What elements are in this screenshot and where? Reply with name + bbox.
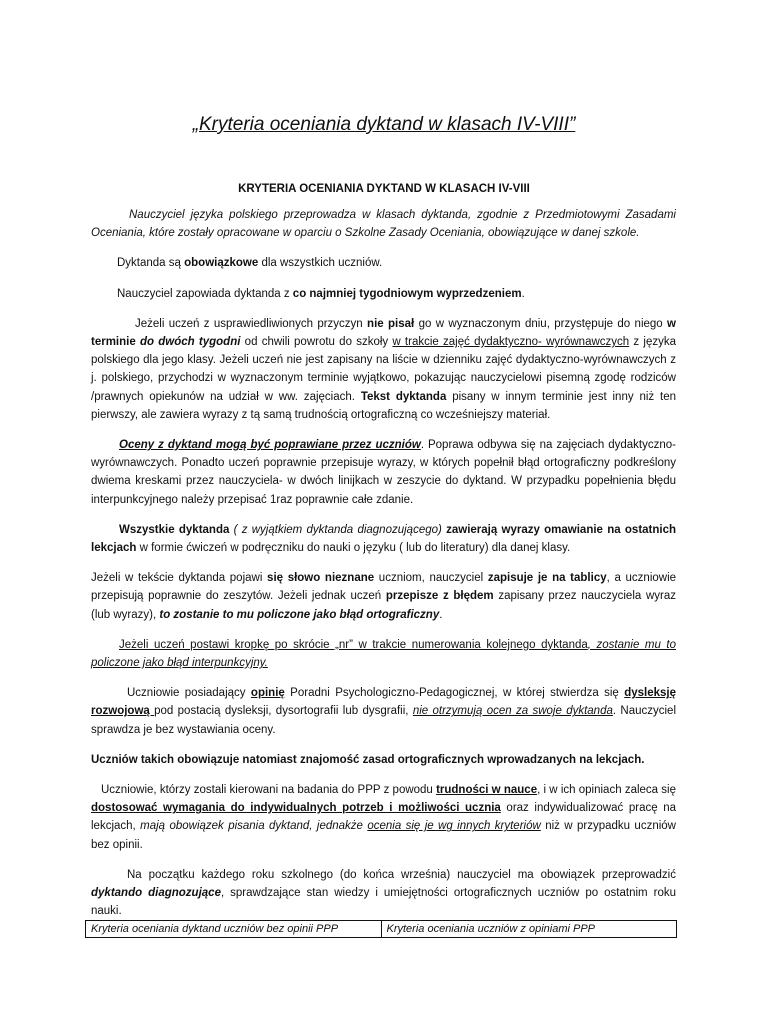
text: . bbox=[521, 287, 525, 300]
paragraph-obligatory bbox=[91, 254, 676, 272]
text: zapisany przez nauczyciela wyraz (lub wyrazy), bbox=[91, 590, 676, 621]
text-bold: obowiązkowe bbox=[184, 257, 259, 270]
text-bold: się słowo nieznane bbox=[267, 572, 375, 585]
text-bold-italic: do dwóch tygodni bbox=[135, 336, 241, 349]
text: z języka polskiego dla jego klasy. Jeżeli uczeń nie jest zapisany na liście w dzienniku zajęć dydaktyczno-wyrównawczych z j. polskiego, przychodzi w wyznaczonym terminie wyjątkowo, pokazując nauczycielowi pisemną zgodę rodziców /prawnych opiekunów na udział w ww. zajęciach. bbox=[91, 336, 676, 403]
text-bold: co najmniej tygodniowym wyprzedzeniem bbox=[292, 287, 522, 300]
text-bold: przepisze z błędem bbox=[385, 590, 494, 603]
text: uczniom, nauczyciel bbox=[374, 572, 488, 585]
document-body bbox=[91, 206, 676, 933]
document-title: „Kryteria oceniania dyktand w klasach IV-VIII” bbox=[192, 114, 576, 135]
text: . Poprawa odbywa się na zajęciach dydaktyczno-wyrównawczych. Ponadto uczeń poprawnie przepisuje wyrazy, w których popełnił błąd ortograficzny podkreślony dwiema kreskami przez nauczyciela- w dwóch linijkach w zeszycie do dyktand. W przypadku popełnienia błędu interpunkcyjnego należy przepisać 1raz poprawnie całe zdanie. bbox=[91, 439, 676, 506]
paragraph-rules-note: Uczniów takich obowiązuje natomiast znajomość zasad ortograficznych wprowadzanych na lekcjach. bbox=[91, 753, 645, 766]
paragraph-announcement bbox=[91, 285, 676, 303]
text: Nauczyciel zapowiada dyktanda z bbox=[117, 287, 293, 300]
text-underlined: w trakcie zajęć dydaktyczno- wyrównawczych bbox=[392, 336, 630, 349]
text: Jeżeli w tekście dyktanda pojawi bbox=[91, 572, 268, 585]
text-bold: zawierają wyrazy omawianie na ostatnich lekcjach bbox=[91, 523, 677, 555]
text-bold: Tekst dyktanda bbox=[360, 390, 447, 403]
text: od chwili powrotu do szkoły bbox=[240, 336, 393, 349]
paragraph-corrections bbox=[91, 436, 676, 509]
text: dla wszystkich uczniów. bbox=[258, 257, 383, 270]
text-italic-underlined: nie otrzymują ocen za swoje dyktanda bbox=[412, 705, 613, 718]
table-header-cell: Kryteria oceniania dyktand uczniów bez opinii PPP bbox=[86, 921, 382, 938]
text: , a uczniowie przepisują poprawnie do zeszytów. Jeżeli jednak uczeń bbox=[91, 572, 677, 603]
text-bold-underlined: dysleksję rozwojową bbox=[91, 687, 676, 718]
criteria-table bbox=[85, 920, 677, 938]
text-bold: zapisuje je na tablicy bbox=[487, 572, 607, 585]
text-italic-underlined: , zostanie mu to policzone jako błąd interpunkcyjny. bbox=[91, 638, 676, 670]
document-subtitle: KRYTERIA OCENIANIA DYKTAND W KLASACH IV-VIII bbox=[238, 183, 530, 195]
text: Poradni Psychologiczno-Pedagogicznej, w której stwierdza się bbox=[284, 687, 625, 700]
text-bold: Wszystkie dyktanda bbox=[119, 523, 230, 536]
text: . bbox=[439, 608, 443, 621]
text: Uczniowie posiadający bbox=[127, 687, 251, 700]
text: , i w ich opiniach zaleca się bbox=[537, 784, 676, 797]
text-bold-underlined: opinię bbox=[250, 687, 285, 700]
text: Na początku każdego roku szkolnego (do końca września) nauczyciel ma obowiązek przeprowadzić bbox=[127, 868, 676, 881]
text-bold-underlined: trudności w nauce bbox=[436, 784, 538, 797]
paragraph-punctuation bbox=[91, 636, 676, 672]
text-italic-underlined: ocenia się je wg innych kryteriów bbox=[367, 820, 541, 833]
text-italic: mają obowiązek pisania dyktand, jednakże bbox=[140, 820, 368, 833]
text-bold-italic: dyktando diagnozujące bbox=[91, 887, 221, 900]
table-header-cell: Kryteria oceniania uczniów z opiniami PPP bbox=[381, 921, 677, 938]
text-bold: w terminie bbox=[91, 317, 676, 349]
text: , sprawdzające stan wiedzy i umiejętności ortograficznych uczniów po ostatnim roku nauki. bbox=[91, 887, 676, 918]
text: Uczniowie, którzy zostali kierowani na badania do PPP z powodu bbox=[101, 784, 437, 797]
paragraph-intro: Nauczyciel języka polskiego przeprowadza w klasach dyktanda, zgodnie z Przedmiotowymi Zasadami Oceniania, które zostały opracowane w oparciu o Szkolne Zasady Oceniania, obowiązujące w danej szkole. bbox=[91, 209, 676, 240]
text: w formie ćwiczeń w podręczniku do nauki o języku ( lub do literatury) dla danej klasy. bbox=[136, 542, 571, 555]
text-bold: nie pisał bbox=[367, 317, 415, 330]
text: go w wyznaczonym dniu, przystępuje do niego bbox=[414, 317, 668, 330]
text: pod postacią dysleksji, dysortografii lub dysgrafii, bbox=[154, 705, 413, 718]
text-bold-underlined: dostosować wymagania do indywidualnych potrzeb i możliwości ucznia bbox=[91, 802, 501, 815]
paragraph-absence bbox=[91, 315, 676, 424]
paragraph-dyslexia bbox=[91, 684, 676, 739]
text: . Nauczyciel sprawdza je bez wystawiania oceny. bbox=[91, 705, 677, 736]
paragraph-unknown-word bbox=[91, 569, 676, 624]
paragraph-ppp bbox=[91, 781, 676, 854]
text: niż w przypadku uczniów bez opinii. bbox=[91, 820, 676, 851]
text: Jeżeli uczeń z usprawiedliwionych przyczyn bbox=[135, 317, 368, 330]
paragraph-content bbox=[91, 521, 676, 557]
text-bold-italic-underlined: Oceny z dyktand mogą być poprawiane przez uczniów bbox=[119, 439, 421, 452]
table-row bbox=[86, 921, 677, 938]
paragraph-diagnostic bbox=[91, 866, 676, 921]
text: pisany w innym terminie jest inny niż ten pierwszy, ale zawiera wyrazy z tą samą trudnością ortograficzną co wcześniejszy materiał. bbox=[91, 390, 676, 421]
text-underlined: Jeżeli uczeń postawi kropkę po skrócie „nr” w trakcie numerowania kolejnego dyktanda bbox=[119, 638, 588, 651]
text-italic: ( z wyjątkiem dyktanda diagnozującego) bbox=[229, 523, 442, 536]
text-bold-italic: to zostanie to mu policzone jako błąd ortograficzny bbox=[159, 608, 440, 621]
text: oraz indywidualizować pracę na lekcjach, bbox=[91, 802, 677, 833]
text: Dyktanda są bbox=[117, 257, 185, 270]
